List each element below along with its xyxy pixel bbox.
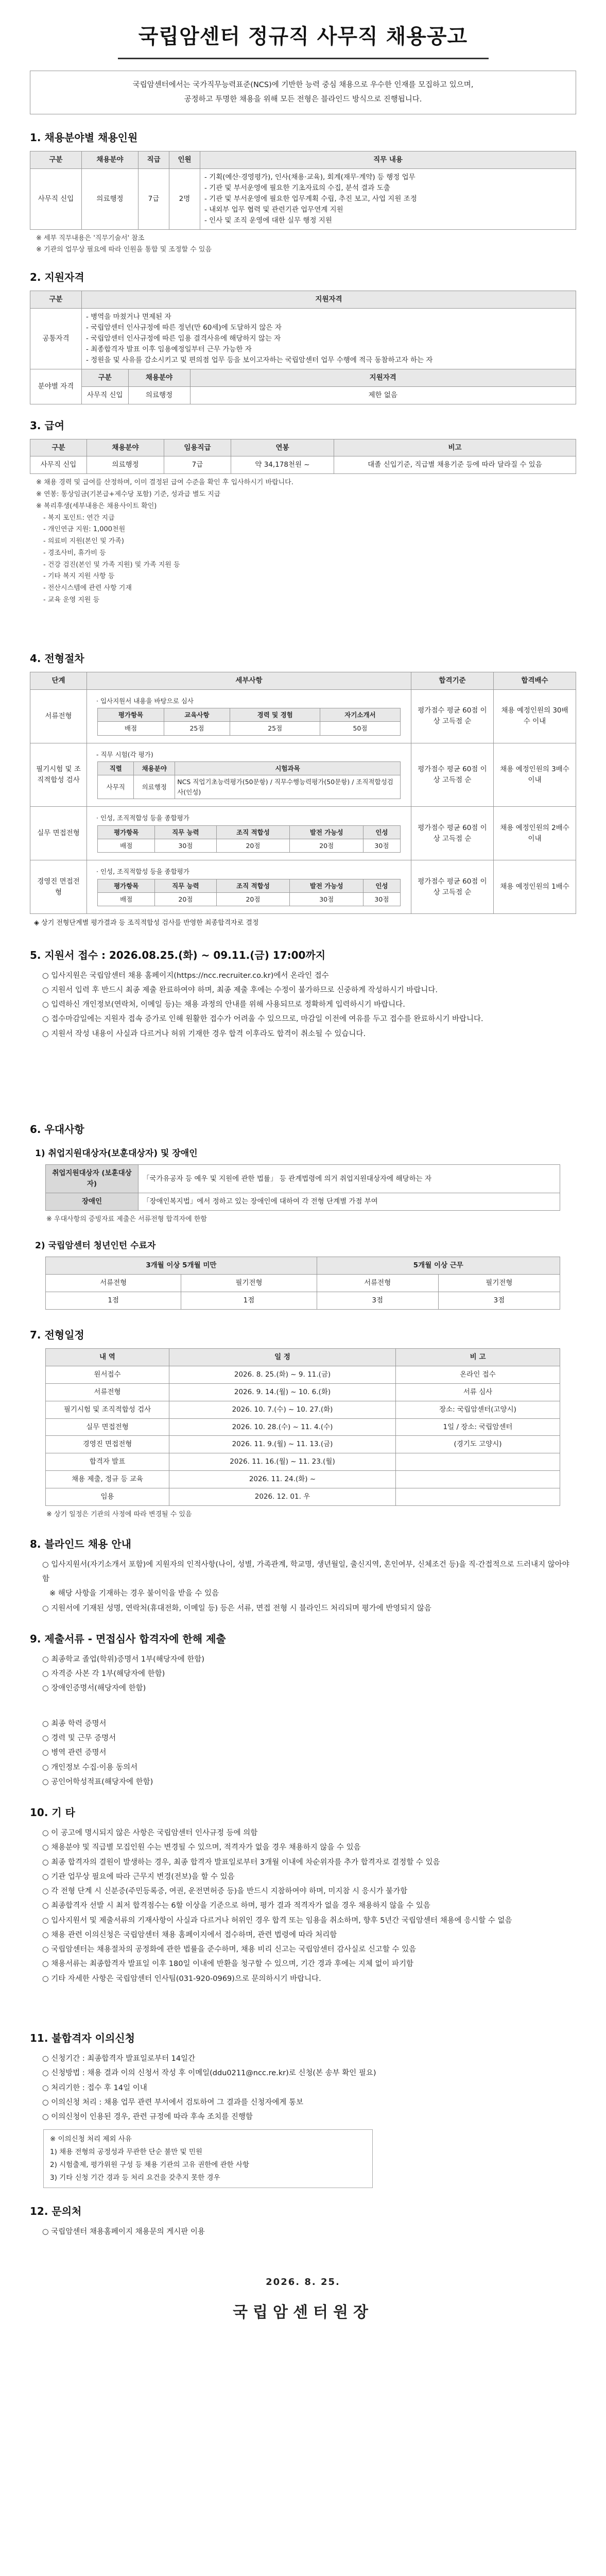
appeal-list	[42, 2052, 576, 2124]
note-line: - 경조사비, 휴가비 등	[43, 549, 106, 557]
table-row	[46, 1193, 560, 1211]
inner-cell: 30점	[155, 839, 216, 852]
score-table	[97, 879, 400, 907]
footer	[30, 2275, 576, 2325]
footer-date: 2026. 8. 25.	[266, 2277, 340, 2288]
cell-date: 2026. 10. 28.(수) ~ 11. 4.(수)	[169, 1418, 396, 1436]
box-line: 3) 기타 신청 기간 경과 등 처리 요건을 갖추지 못한 경우	[50, 2174, 220, 2182]
inner-header: 시험과목	[175, 762, 400, 775]
cell-duties	[200, 169, 576, 230]
list-item: ○ 채용 관련 이의신청은 국립암센터 채용 홈페이지에서 접수하며, 관련 법령에 따라 처리함	[42, 1930, 337, 1939]
cell-item: 실무 면접전형	[46, 1418, 169, 1436]
list-item: ○ 최종합격자 선발 시 최저 합격점수는 6할 이상을 기준으로 하며, 평가 결과 적격자가 없을 경우 채용하지 않을 수 있음	[42, 1902, 430, 1910]
note-line: ※ 세부 직무내용은 '직무기술서' 참조	[36, 234, 145, 242]
inner-header: 교육사항	[164, 708, 230, 721]
col-header: 3개월 이상 5개월 미만	[46, 1257, 317, 1275]
section-8-heading: 8. 블라인드 채용 안내	[30, 1537, 131, 1550]
list-item: ○ 입사지원서 및 제출서류의 기재사항이 사실과 다르거나 허위인 경우 합격 또는 임용을 취소하며, 향후 5년간 국립암센터 채용에 응시할 수 없음	[42, 1916, 512, 1925]
cell-item: 합격자 발표	[46, 1453, 169, 1471]
list-item: ○ 입사지원서(자기소개서 포함)에 지원자의 인적사항(나이, 성별, 가족관계, 학교명, 생년월일, 출신지역, 혼인여부, 신체조건 등)을 직·간접적으로 드러내지 않아야 함	[42, 1560, 569, 1584]
inner-cell: 20점	[216, 839, 290, 852]
note-line: - 기타 복지 지원 사항 등	[43, 572, 115, 581]
cell-detail	[87, 860, 411, 914]
section-4-heading: 4. 전형절차	[30, 652, 84, 665]
table-row	[46, 1366, 560, 1383]
inner-cell: 30점	[363, 893, 401, 906]
cell-stage: 필기시험 및 조직적합성 검사	[30, 743, 87, 807]
list-item: ○ 신청기간 : 최종합격자 발표일로부터 14일간	[42, 2054, 196, 2063]
detail-caption: - 직무 시험(각 평가)	[96, 750, 153, 758]
duty-line: - 인사 및 조직 운영에 대한 실무 행정 지원	[204, 216, 332, 225]
inner-cell: 배점	[98, 893, 155, 906]
detail-caption: · 인성, 조직적합성 등을 종합평가	[96, 814, 189, 822]
score-table	[97, 708, 400, 736]
section-7-heading: 7. 전형일정	[30, 1328, 84, 1341]
list-item: ○ 접수마감일에는 지원자 접속 증가로 인해 원활한 접수가 어려울 수 있으므로, 마감일 이전에 여유를 두고 접수를 완료하시기 바랍니다.	[42, 1015, 483, 1024]
cell-stage: 경영진 면접전형	[30, 860, 87, 914]
list-item: ○ 입사지원은 국립암센터 채용 홈페이지(https://ncc.recruiter.co.kr)에서 온라인 접수	[42, 971, 329, 980]
inner-header: 인성	[363, 825, 401, 839]
appeal-exclusion-box	[43, 2129, 373, 2188]
cell-item: 필기시험 및 조직적합성 검사	[46, 1401, 169, 1418]
section-1-heading: 1. 채용분야별 채용인원	[30, 131, 138, 144]
cell-date: 2026. 11. 9.(월) ~ 11. 13.(금)	[169, 1436, 396, 1453]
inner-header: 자기소개서	[320, 708, 401, 721]
row-label: 장애인	[46, 1193, 138, 1211]
inner-cell: 20점	[216, 893, 290, 906]
note-line: - 전산시스템에 관련 사항 기재	[43, 584, 132, 592]
col-header: 단계	[30, 672, 87, 689]
table-row	[30, 169, 576, 230]
req-line: - 병역을 마쳤거나 면제된 자	[86, 313, 171, 321]
title-underline	[118, 58, 489, 59]
table-row	[30, 369, 576, 404]
col-header: 구분	[30, 291, 82, 309]
list-item: ○ 경력 및 근무 증명서	[42, 1734, 116, 1742]
cell-date: 2026. 9. 14.(월) ~ 10. 6.(화)	[169, 1383, 396, 1401]
table-row	[46, 1383, 560, 1401]
contact-list	[42, 2225, 576, 2239]
list-item: ○ 개인정보 수집·이용 동의서	[42, 1763, 138, 1772]
list-item: ○ 각 전형 단계 시 신분증(주민등록증, 여권, 운전면허증 등)을 반드시 지참하여야 하며, 미지참 시 응시가 불가함	[42, 1887, 408, 1896]
inner-cell: NCS 직업기초능력평가(50문항) / 직무수행능력평가(50문항) / 조직적합성검사(인성)	[175, 775, 400, 799]
cell-remark: 1일 / 장소: 국립암센터	[396, 1418, 560, 1436]
procedure-table	[30, 672, 576, 914]
list-item: ※ 해당 사항을 기재하는 경우 불이익을 받을 수 있음	[49, 1589, 219, 1598]
list-item: ○ 공인어학성적표(해당자에 한함)	[42, 1777, 153, 1786]
cell-field-label: 분야별 자격	[30, 369, 82, 404]
note-line: ※ 채용 경력 및 급여를 산정하며, 이미 결정된 급여 수준을 확인 후 입사하시기 바랍니다.	[36, 479, 293, 487]
sub-header: 서류전형	[317, 1274, 438, 1292]
procedure-note: ◈ 상기 전형단계별 평가결과 등 조직적합성 검사를 반영한 최종합격자로 결정	[34, 919, 259, 927]
col-header: 지원자격	[190, 369, 576, 386]
inner-header: 평가항목	[98, 708, 164, 721]
list-item: ○ 장애인증명서(해당자에 한함)	[42, 1684, 146, 1693]
list-item: ○ 최종 학력 증명서	[42, 1719, 107, 1728]
note-line: ※ 복리후생(세부내용은 채용사이트 확인)	[36, 502, 157, 510]
cell-item: 경영진 면접전형	[46, 1436, 169, 1453]
req-line: - 국립암센터 인사규정에 따른 임용 결격사유에 해당하지 않는 자	[86, 334, 281, 343]
cell-date: 2026. 10. 7.(수) ~ 10. 27.(화)	[169, 1401, 396, 1418]
inner-header: 직렬	[98, 762, 134, 775]
inner-cell: 50점	[320, 722, 401, 735]
cell-remark: 서류 심사	[396, 1383, 560, 1401]
qualifications-table	[30, 291, 576, 404]
procedure-row	[30, 743, 576, 807]
cell-group: 사무직 신입	[30, 169, 82, 230]
schedule-table	[45, 1348, 560, 1506]
cell-group: 사무직 신입	[82, 386, 128, 403]
col-header: 지원자격	[82, 291, 576, 309]
section-6-heading: 6. 우대사항	[30, 1123, 84, 1136]
cell-date: 2026. 8. 25.(화) ~ 9. 11.(금)	[169, 1366, 396, 1383]
procedure-row	[30, 860, 576, 914]
cell-remark: 대졸 신입기준, 직급별 채용기준 등에 따라 달라질 수 있음	[334, 456, 576, 474]
req-line: - 정원을 및 사유를 감소시키고 및 편의점 업무 등을 보이고자하는 국립암센터 업무 수행에 적극 동참하고자 하는 자	[86, 355, 433, 364]
cell-stage: 서류전형	[30, 689, 87, 743]
col-header: 구분	[30, 439, 87, 456]
field-req-table	[82, 369, 576, 404]
list-item: ○ 이의신청 처리 : 채용 업무 관련 부서에서 검토하여 그 결과를 신청자에게 통보	[42, 2098, 304, 2107]
inner-cell: 배점	[98, 722, 164, 735]
sub-header: 필기전형	[438, 1274, 560, 1292]
cell-detail	[87, 689, 411, 743]
col-header: 내 역	[46, 1348, 169, 1366]
col-header: 구분	[30, 151, 82, 169]
blind-list	[42, 1557, 576, 1616]
col-header: 연봉	[231, 439, 334, 456]
cell-item: 임용	[46, 1488, 169, 1506]
inner-cell: 25점	[230, 722, 320, 735]
box-line: 2) 시험출제, 평가위원 구성 등 채용 기관의 고유 권한에 관한 사항	[50, 2161, 250, 2170]
inner-header: 조직 적합성	[216, 879, 290, 892]
list-item: ○ 지원서에 기재된 성명, 연락처(휴대전화, 이메일 등) 등은 서류, 면접 전형 시 블라인드 처리되며 평가에 반영되지 않음	[42, 1604, 431, 1613]
list-item: ○ 병역 관련 증명서	[42, 1749, 107, 1757]
footer-org: 국립암센터원장	[233, 2303, 373, 2322]
row-desc: 「국가유공자 등 예우 및 지원에 관한 법률」 등 관계법령에 의거 취업지원대상자에 해당하는 자	[138, 1165, 560, 1193]
intern-table	[45, 1257, 560, 1310]
cell-count: 2명	[169, 169, 200, 230]
preference-table	[45, 1164, 560, 1211]
inner-cell: 25점	[164, 722, 230, 735]
intro-box	[30, 71, 576, 114]
cell-ratio: 채용 예정인원의 30배수 이내	[494, 689, 576, 743]
col-header: 세부사항	[87, 672, 411, 689]
table-row	[46, 1488, 560, 1506]
list-item: ○ 처리기한 : 접수 후 14일 이내	[42, 2083, 147, 2092]
list-item: ○ 최종 합격자의 결원이 발생하는 경우, 최종 합격자 발표일로부터 3개월 이내에 차순위자를 추가 합격자로 결정할 수 있음	[42, 1858, 440, 1867]
note-line: - 의료비 지원(본인 및 가족)	[43, 537, 124, 546]
cell-detail	[87, 807, 411, 860]
section-1-notes	[36, 233, 576, 257]
list-item: ○ 지원서 입력 후 반드시 최종 제출 완료하여야 하며, 최종 제출 후에는 수정이 불가하므로 신중하게 작성하시기 바랍니다.	[42, 986, 438, 994]
list-item: ○ 신청방법 : 채용 결과 이의 신청서 작성 후 이메일(ddu0211@ncc.re.kr)로 신청(본 송부 확인 필요)	[42, 2069, 376, 2078]
cell-field-reqs	[82, 369, 576, 404]
list-item: ○ 국립암센터는 채용절차의 공정화에 관한 법률을 준수하며, 채용 비리 신고는 국립암센터 감사실로 신고할 수 있음	[42, 1945, 417, 1954]
cell-points: 1점	[46, 1292, 181, 1309]
col-header: 5개월 이상 근무	[317, 1257, 560, 1275]
cell-criteria: 평가점수 평균 60점 이상 고득점 순	[411, 807, 494, 860]
table-row	[46, 1418, 560, 1436]
note-line: - 복지 포인트: 연간 지급	[43, 514, 115, 522]
section-6-sub-1: 1) 취업지원대상자(보훈대상자) 및 장애인	[35, 1148, 198, 1159]
note-line: ※ 연봉: 통상임금(기본급+제수당 포함) 기준, 성과급 별도 지급	[36, 490, 221, 499]
table-row	[30, 456, 576, 474]
note-line: ※ 기관의 업무상 필요에 따라 인원을 통합 및 조정할 수 있음	[36, 246, 212, 254]
intro-line-2: 공정하고 투명한 채용을 위해 모든 전형은 블라인드 방식으로 진행됩니다.	[184, 95, 422, 104]
inner-cell: 의료행정	[134, 775, 175, 799]
table-row	[30, 309, 576, 369]
col-header: 일 정	[169, 1348, 396, 1366]
cell-date: 2026. 12. 01. 우	[169, 1488, 396, 1506]
section-10-heading: 10. 기 타	[30, 1806, 75, 1819]
list-item: ○ 기타 자세한 사항은 국립암센터 인사팀(031-920-0969)으로 문의하시기 바랍니다.	[42, 1974, 321, 1983]
inner-header: 채용분야	[134, 762, 175, 775]
note-line: - 교육 운영 지원 등	[43, 596, 100, 604]
procedure-row	[30, 807, 576, 860]
page-title: 국립암센터 정규직 사무직 채용공고	[138, 25, 468, 48]
preference-note: ※ 우대사항의 증빙자료 제출은 서류전형 합격자에 한함	[46, 1215, 207, 1223]
inner-header: 인성	[363, 879, 401, 892]
inner-header: 경력 및 경험	[230, 708, 320, 721]
intro-line-1: 국립암센터에서는 국가직무능력표준(NCS)에 기반한 능력 중심 채용으로 우수한 인재를 모집하고 있으며,	[132, 81, 474, 89]
list-item: ○ 국립암센터 채용홈페이지 채용문의 게시판 이용	[42, 2228, 205, 2236]
col-header: 임용직급	[164, 439, 231, 456]
section-6-sub-2: 2) 국립암센터 청년인턴 수료자	[35, 1240, 156, 1251]
req-line: - 최종합격자 발표 이후 임용예정일부터 근무 가능한 자	[86, 345, 252, 353]
section-12-heading: 12. 문의처	[30, 2205, 82, 2218]
list-item: ○ 자격증 사본 각 1부(해당자에 한함)	[42, 1670, 165, 1679]
table-row	[46, 1401, 560, 1418]
exam-table	[97, 761, 400, 799]
section-9-heading: 9. 제출서류 - 면접심사 합격자에 한해 제출	[30, 1632, 226, 1645]
detail-caption: · 입사지원서 내용을 바탕으로 심사	[96, 697, 194, 705]
cell-remark: 장소: 국립암센터(고양시)	[396, 1401, 560, 1418]
inner-header: 직무 능력	[155, 879, 216, 892]
section-3-notes	[36, 477, 576, 606]
col-header: 채용분야	[128, 369, 190, 386]
sub-header: 서류전형	[46, 1274, 181, 1292]
inner-header: 평가항목	[98, 825, 155, 839]
cell-grade: 7급	[138, 169, 169, 230]
inner-cell: 30점	[363, 839, 401, 852]
col-header: 인원	[169, 151, 200, 169]
cell-remark	[396, 1453, 560, 1471]
detail-caption: · 인성, 조직적합성 등을 종합평가	[96, 868, 189, 876]
cell-date: 2026. 11. 16.(월) ~ 11. 23.(월)	[169, 1453, 396, 1471]
cell-group: 사무직 신입	[30, 456, 87, 474]
list-item	[42, 1696, 576, 1717]
cell-points: 1점	[181, 1292, 317, 1309]
note-line: - 개인연금 지원: 1,000천원	[43, 526, 126, 534]
cell-item: 서류전형	[46, 1383, 169, 1401]
application-list	[42, 969, 576, 1041]
cell-field: 의료행정	[82, 169, 138, 230]
documents-list	[42, 1652, 576, 1789]
inner-header: 직무 능력	[155, 825, 216, 839]
section-3-heading: 3. 급여	[30, 419, 65, 432]
cell-grade: 7급	[164, 456, 231, 474]
col-header: 채용분야	[82, 151, 138, 169]
duty-line: - 기관 및 부서운영에 필요한 업무계획 수립, 추진 보고, 사업 지원 조정	[204, 194, 417, 203]
cell-remark	[396, 1471, 560, 1488]
col-header: 비 고	[396, 1348, 560, 1366]
list-item: ○ 이의신청이 인용된 경우, 관련 규정에 따라 후속 조치를 진행함	[42, 2113, 253, 2122]
col-header: 비고	[334, 439, 576, 456]
inner-header: 조직 적합성	[216, 825, 290, 839]
duty-line: - 기관 및 부서운영에 필요한 기초자료의 수집, 분석 결과 도출	[204, 183, 390, 192]
schedule-note: ※ 상기 일정은 기관의 사정에 따라 변경될 수 있음	[46, 1511, 192, 1519]
procedure-row	[30, 689, 576, 743]
section-5-heading: 5. 지원서 접수 : 2026.08.25.(화) ~ 09.11.(금) 17:00까지	[30, 948, 326, 961]
cell-common-reqs	[82, 309, 576, 369]
list-item: ○ 기관 업무상 필요에 따라 근무지 변경(전보)을 할 수 있음	[42, 1872, 235, 1881]
cell-remark: (경기도 고양시)	[396, 1436, 560, 1453]
col-header: 구분	[82, 369, 128, 386]
cell-points: 3점	[317, 1292, 438, 1309]
cell-stage: 실무 면접전형	[30, 807, 87, 860]
cell-criteria: 평가점수 평균 60점 이상 고득점 순	[411, 743, 494, 807]
cell-ratio: 채용 예정인원의 2배수 이내	[494, 807, 576, 860]
cell-salary: 약 34,178천원 ~	[231, 456, 334, 474]
cell-date: 2026. 11. 24.(화) ~	[169, 1471, 396, 1488]
duty-line: - 내외부 업무 협력 및 관련기관 업무연계 지원	[204, 205, 343, 214]
col-header: 합격기준	[411, 672, 494, 689]
inner-header: 평가항목	[98, 879, 155, 892]
cell-points: 3점	[438, 1292, 560, 1309]
cell-ratio: 채용 예정인원의 1배수	[494, 860, 576, 914]
table-row	[46, 1471, 560, 1488]
cell-field: 의료행정	[87, 456, 164, 474]
row-label: 취업지원대상자 (보훈대상자)	[46, 1165, 138, 1193]
section-11-heading: 11. 불합격자 이의신청	[30, 2031, 135, 2044]
cell-detail	[87, 743, 411, 807]
inner-header: 발전 가능성	[290, 879, 363, 892]
cell-ratio: 채용 예정인원의 3배수 이내	[494, 743, 576, 807]
inner-cell: 20점	[290, 839, 363, 852]
list-item: ○ 채용서류는 최종합격자 발표일 이후 180일 이내에 반환을 청구할 수 있으며, 기간 경과 후에는 지체 없이 파기함	[42, 1960, 413, 1969]
salary-table	[30, 439, 576, 474]
inner-cell: 배점	[98, 839, 155, 852]
note-line: - 건강 검진(본인 및 가족 지원) 및 가족 지원 등	[43, 561, 180, 569]
list-item: ○ 지원서 작성 내용이 사실과 다르거나 허위 기재한 경우 합격 이후라도 합격이 취소될 수 있습니다.	[42, 1029, 366, 1038]
positions-table	[30, 151, 576, 230]
section-2-heading: 2. 지원자격	[30, 271, 84, 284]
cell-criteria: 평가점수 평균 60점 이상 고득점 순	[411, 860, 494, 914]
cell-common-label: 공통자격	[30, 309, 82, 369]
inner-header: 발전 가능성	[290, 825, 363, 839]
score-table	[97, 825, 400, 853]
title-block	[30, 21, 576, 59]
col-header: 직급	[138, 151, 169, 169]
cell-item: 채용 제출, 정규 등 교육	[46, 1471, 169, 1488]
list-item: ○ 채용분야 및 직급별 모집인원 수는 변경될 수 있으며, 적격자가 없을 경우 채용하지 않을 수 있음	[42, 1843, 361, 1852]
list-item: ○ 이 공고에 명시되지 않은 사항은 국립암센터 인사규정 등에 의함	[42, 1829, 258, 1838]
inner-cell: 30점	[290, 893, 363, 906]
list-item: ○ 최종학교 졸업(학위)증명서 1부(해당자에 한함)	[42, 1655, 205, 1664]
inner-cell: 사무직	[98, 775, 134, 799]
cell-remark: 온라인 접수	[396, 1366, 560, 1383]
cell-remark	[396, 1488, 560, 1506]
misc-list	[42, 1826, 576, 1986]
cell-criteria: 평가점수 평균 60점 이상 고득점 순	[411, 689, 494, 743]
box-line: ※ 이의신청 처리 제외 사유	[50, 2135, 132, 2144]
cell-req: 제한 없음	[190, 386, 576, 403]
list-item: ○ 입력하신 개인정보(연락처, 이메일 등)는 채용 과정의 안내를 위해 사용되므로 정확하게 입력하시기 바랍니다.	[42, 1001, 405, 1009]
box-line: 1) 채용 전형의 공정성과 무관한 단순 불만 및 민원	[50, 2148, 202, 2157]
table-row	[46, 1453, 560, 1471]
row-desc: 「장애인복지법」에서 정하고 있는 장애인에 대하여 각 전형 단계별 가점 부여	[138, 1193, 560, 1211]
col-header: 채용분야	[87, 439, 164, 456]
col-header: 직무 내용	[200, 151, 576, 169]
cell-item: 원서접수	[46, 1366, 169, 1383]
duty-line: - 기획(예산·경영평가), 인사(채용·교육), 회계(재무·계약) 등 행정 업무	[204, 173, 415, 182]
col-header: 합격배수	[494, 672, 576, 689]
table-row	[46, 1165, 560, 1193]
cell-field: 의료행정	[128, 386, 190, 403]
inner-cell: 20점	[155, 893, 216, 906]
sub-header: 필기전형	[181, 1274, 317, 1292]
table-row	[46, 1436, 560, 1453]
req-line: - 국립암센터 인사규정에 따른 정년(만 60세)에 도달하지 않은 자	[86, 323, 282, 332]
